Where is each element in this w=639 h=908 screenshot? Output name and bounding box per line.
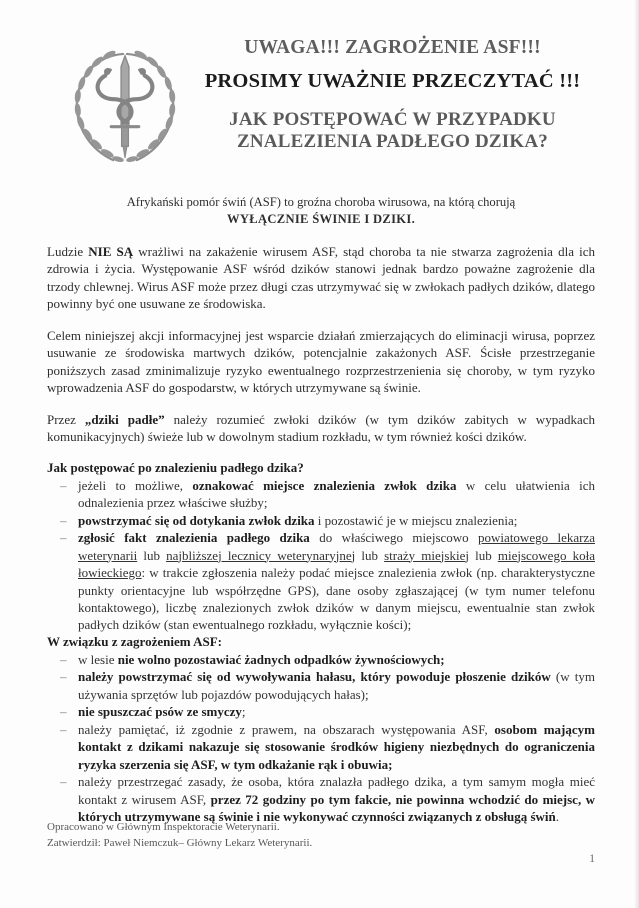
paragraph-campaign-goal: Celem niniejszej akcji informacyjnej jest wsparcie działań zmierzających do eliminacji wirusa, poprzez usuwanie ze środowiska martwych dzików, potencjalnie zakażonych ASF. Ścisłe przestrzeganie poniższych zasad zminimalizuje ryzyko ewentualnego rozprzestrzenienia się choroby, w tym ryzyko wprowadzenia ASF do gospodarstw, w których utrzymywane są świnie. — [47, 327, 595, 396]
page-number: 1 — [589, 853, 595, 865]
item1-pre: jeżeli to możliwe, — [78, 477, 193, 493]
paragraph-humans-not-susceptible — [47, 243, 595, 313]
s2-item5-pre: należy przestrzegać zasady, że osoba, która znalazła padłego dzika, a tym samym mogła mieć kontakt z wirusem ASF, — [78, 774, 595, 807]
item3-bold: zgłosić fakt znalezienia padłego dzika — [78, 530, 310, 546]
veterinary-inspection-emblem-icon — [66, 42, 184, 172]
p1-part-a: Ludzie — [47, 243, 89, 259]
item3-underline-county-vet: powiatowego lekarza weterynarii — [78, 530, 595, 563]
s2-item1-bold: nie wolno pozostawiać żadnych odpadków żywnościowych; — [117, 651, 445, 667]
item3-post-3: lub — [355, 547, 385, 563]
list-item-no-noise — [47, 668, 595, 703]
item1-bold: oznakować miejsce znalezienia zwłok dzika — [192, 477, 457, 493]
s2-item1-pre: w lesie — [78, 651, 118, 667]
p1-part-c: wrażliwi na zakażenie wirusem ASF, stąd choroba ta nie stwarza zagrożenia dla ich zdrowia i życia. Występowanie ASF wśród dzików stanowi jednak bardzo poważne zagrożenie dla trzody chlewnej. Wirus ASF może przez długi czas utrzymywać się w zwłokach padłych dzików, dlatego powinny być one usuwane ze środowiska. — [47, 243, 595, 312]
s2-item3-bold: nie spuszczać psów ze smyczy — [78, 704, 242, 720]
list-item-do-not-touch — [47, 512, 595, 529]
intro-paragraph — [86, 194, 556, 229]
title-line-please-read: PROSIMY UWAŻNIE PRZECZYTAĆ !!! — [204, 70, 581, 93]
list-item-dogs-on-leash — [47, 703, 595, 720]
list-item-report-finding — [47, 529, 595, 634]
p3-bold: „dziki padłe” — [84, 411, 165, 427]
list-item-no-food-waste — [47, 651, 595, 668]
paragraph-definition-dead-boar — [47, 411, 595, 446]
s2-item2-bold: należy powstrzymać się od wywoływania hałasu, który powoduje płoszenie dzików — [78, 669, 551, 685]
list-asf-threat — [47, 651, 595, 826]
section-heading-asf-threat: W związku z zagrożeniem ASF: — [47, 633, 222, 649]
intro-emphasis: WYŁĄCZNIE ŚWINIE I DZIKI. — [226, 212, 416, 227]
item3-underline-city-guard: straży miejskiej — [384, 547, 469, 563]
intro-text: Afrykański pomór świń (ASF) to groźna choroba wirusowa, na którą chorują — [126, 195, 516, 209]
document-body — [0, 194, 639, 826]
s2-item5-post: . — [555, 809, 560, 825]
title-line-question-part2: ZNALEZIENIA PADŁEGO DZIKA? — [236, 130, 549, 152]
s2-item3-post: ; — [241, 704, 246, 720]
item2-bold: powstrzymać się od dotykania zwłok dzika — [78, 512, 315, 528]
section-heading-how-to-act: Jak postępować po znalezieniu padłego dzika? — [47, 459, 304, 475]
p1-bold: NIE SĄ — [88, 243, 134, 259]
footer-approved-by: Zatwierdził: Paweł Niemczuk– Główny Lekarz Weterynarii. — [47, 836, 313, 849]
list-item-72-hours-rule — [47, 773, 595, 825]
list-how-to-act — [47, 477, 595, 634]
item2-post: i pozostawić je w miejscu znalezienia; — [314, 512, 518, 528]
s2-item4-bold: osobom mającym kontakt z dzikami nakazuje się stosowanie środków higieny niezbędnych do ograniczenia ryzyka szerzenia się ASF, w tym odkażanie rąk i obuwia; — [78, 721, 595, 772]
s2-item5-bold: przez 72 godziny po tym fakcie, nie powinna wchodzić do miejsc, w których utrzymywane są świnie i nie wykonywać czynności związanych z obsługą świń — [78, 791, 596, 825]
s2-item2-post: (w tym używania sprzętów lub pojazdów powodujących hałas); — [78, 669, 595, 702]
item3-post-1: do właściwego miejscowo — [309, 530, 479, 546]
footer-prepared-by: Opracowano w Głównym Inspektoracie Weterynarii. — [47, 821, 280, 833]
item1-post: w celu ułatwienia ich odnalezienia przez właściwe służby; — [78, 477, 595, 511]
list-item-mark-location — [47, 477, 595, 512]
title-line-warning: UWAGA!!! ZAGROŻENIE ASF!!! — [244, 37, 541, 58]
p3-part-c: należy rozumieć zwłoki dzików (w tym dzików zabitych w wypadkach komunikacyjnych) świeże lub w dowolnym stadium rozkładu, w tym również kości dzików. — [47, 411, 595, 445]
p3-part-a: Przez — [47, 411, 85, 427]
list-item-hygiene-measures — [47, 721, 595, 773]
document-header — [0, 0, 639, 172]
item3-underline-hunting-club: miejscowego koła łowieckiego — [78, 547, 595, 581]
s2-item4-pre: należy pamiętać, iż zgodnie z prawem, na obszarach występowania ASF, — [78, 721, 495, 737]
item3-underline-nearest-clinic: najbliższej lecznicy weterynaryjnej — [166, 547, 356, 563]
document-title-block — [184, 38, 597, 152]
item3-post-2: lub — [137, 547, 167, 563]
item3-post-5: : w trakcie zgłoszenia należy podać miejsce znalezienia zwłok (np. charakterystyczne punkty orientacyjne lub współrzędne GPS), dane osoby zgłaszającej (w tym numer telefonu kontaktowego), liczbę znalezionych zwłok dzików w danym miejscu, ewentualnie stan zwłok padłych dzików (stan ewentualnego rozkładu, wyłącznie kości); — [78, 565, 595, 633]
item3-post-4: lub — [468, 547, 498, 563]
title-line-question-part1: JAK POSTĘPOWAĆ W PRZYPADKU — [229, 108, 556, 130]
document-footer — [47, 820, 312, 851]
